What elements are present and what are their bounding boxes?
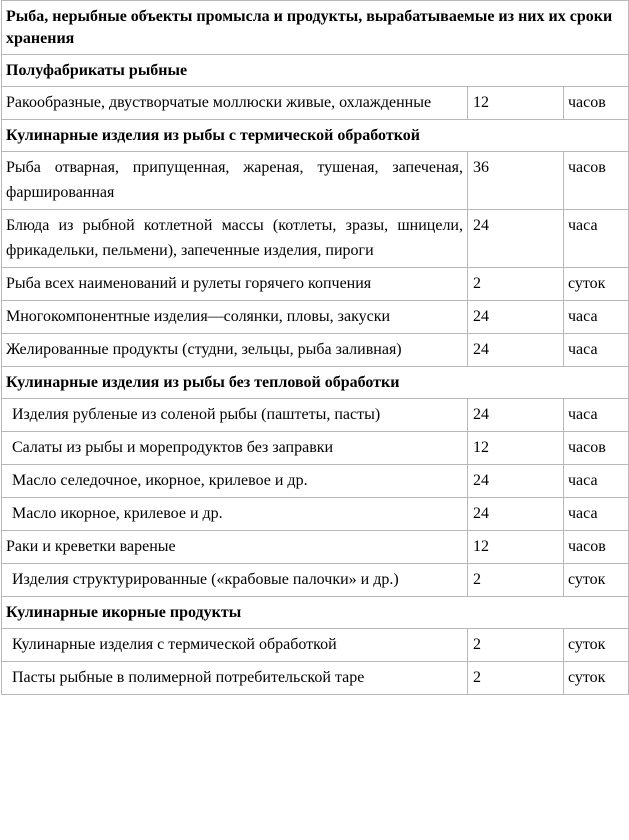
storage-unit-cell: часа [564,334,629,367]
product-name-cell: Рыба всех наименований и рулеты горячего копчения [2,268,468,301]
storage-unit-cell: часов [564,432,629,465]
storage-unit-cell: суток [564,629,629,662]
table-row [2,334,629,367]
storage-unit-cell: суток [564,268,629,301]
storage-unit-cell: часов [564,531,629,564]
storage-unit-cell: суток [564,662,629,695]
storage-value-cell: 24 [468,399,564,432]
table-row [2,662,629,695]
table-row [2,268,629,301]
product-name-cell: Масло икорное, крилевое и др. [2,498,468,531]
storage-value-cell: 2 [468,268,564,301]
table-row [2,498,629,531]
storage-value-cell: 2 [468,629,564,662]
storage-unit-cell: часа [564,498,629,531]
table-row [2,432,629,465]
table-row [2,152,629,210]
product-name-cell: Рыба отварная, припущенная, жареная, тушеная, запеченая, фаршированная [2,152,468,210]
product-name-cell: Многокомпонентные изделия—солянки, пловы, закуски [2,301,468,334]
section-title: Кулинарные изделия из рыбы с термической обработкой [2,120,629,152]
product-name-cell: Раки и креветки вареные [2,531,468,564]
storage-value-cell: 12 [468,531,564,564]
table-row [2,564,629,597]
storage-value-cell: 2 [468,662,564,695]
storage-unit-cell: часа [564,465,629,498]
product-name-cell: Пасты рыбные в полимерной потребительской таре [2,662,468,695]
table-header-row [2,1,629,55]
product-name-cell: Изделия рубленые из соленой рыбы (паштеты, пасты) [2,399,468,432]
section-row [2,367,629,399]
storage-unit-cell: суток [564,564,629,597]
storage-unit-cell: часа [564,399,629,432]
section-title: Полуфабрикаты рыбные [2,55,629,87]
storage-unit-cell: часов [564,87,629,120]
table-row [2,629,629,662]
storage-value-cell: 24 [468,301,564,334]
storage-value-cell: 24 [468,210,564,268]
storage-table [1,0,629,695]
table-row [2,465,629,498]
storage-value-cell: 24 [468,498,564,531]
storage-value-cell: 2 [468,564,564,597]
table-row [2,531,629,564]
product-name-cell: Изделия структурированные («крабовые палочки» и др.) [2,564,468,597]
product-name-cell: Блюда из рыбной котлетной массы (котлеты, зразы, шницели, фрикадельки, пельмени), запеченные изделия, пироги [2,210,468,268]
section-title: Кулинарные икорные продукты [2,597,629,629]
product-name-cell: Кулинарные изделия с термической обработкой [2,629,468,662]
storage-unit-cell: часов [564,152,629,210]
table-header: Рыба, нерыбные объекты промысла и продукты, вырабатываемые из них их сроки хранения [2,1,629,55]
section-row [2,55,629,87]
table-row [2,301,629,334]
storage-value-cell: 24 [468,465,564,498]
section-title: Кулинарные изделия из рыбы без тепловой обработки [2,367,629,399]
storage-value-cell: 24 [468,334,564,367]
product-name-cell: Масло селедочное, икорное, крилевое и др. [2,465,468,498]
product-name-cell: Ракообразные, двустворчатые моллюски живые, охлажденные [2,87,468,120]
storage-value-cell: 12 [468,432,564,465]
storage-table-body [2,1,629,695]
section-row [2,120,629,152]
table-row [2,210,629,268]
product-name-cell: Желированные продукты (студни, зельцы, рыба заливная) [2,334,468,367]
product-name-cell: Салаты из рыбы и морепродуктов без заправки [2,432,468,465]
storage-value-cell: 12 [468,87,564,120]
storage-unit-cell: часа [564,301,629,334]
table-row [2,399,629,432]
storage-value-cell: 36 [468,152,564,210]
storage-unit-cell: часа [564,210,629,268]
section-row [2,597,629,629]
table-row [2,87,629,120]
